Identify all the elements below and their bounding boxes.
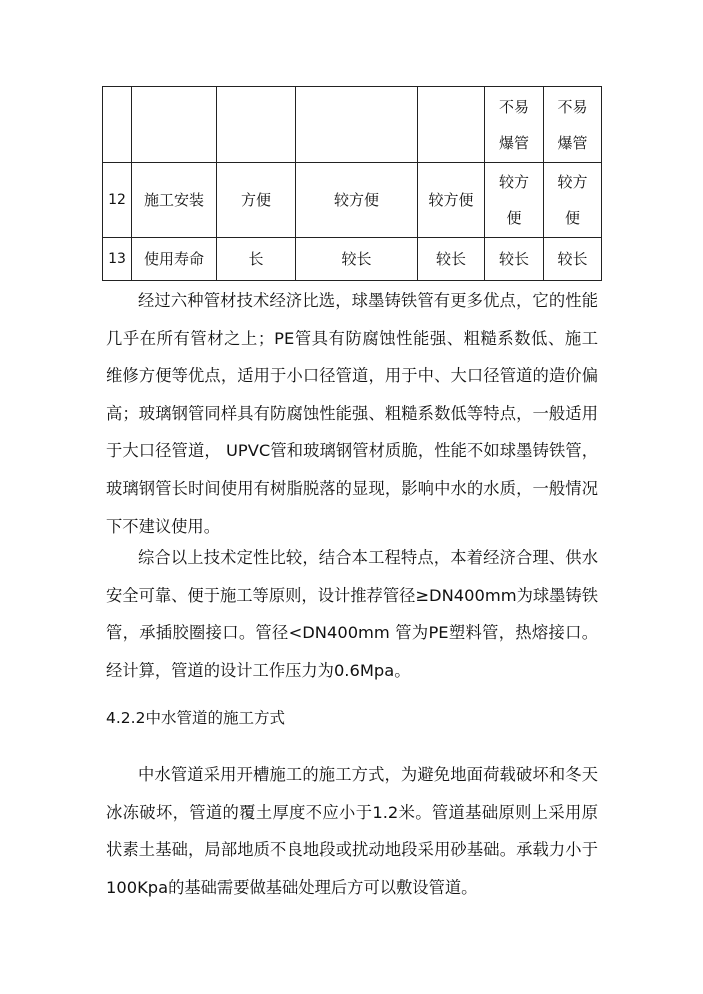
comparison-table [102, 86, 602, 281]
table-cell-num: 12 [103, 163, 132, 238]
table-cell [217, 87, 296, 163]
table-cell [544, 87, 602, 163]
table-cell-text: 不易爆管 [557, 97, 588, 152]
table-cell-name: 施工安装 [132, 163, 217, 238]
paragraph-pipe-comparison: 经过六种管材技术经济比选，球墨铸铁管有更多优点，它的性能几乎在所有管材之上；PE管具有防腐蚀性能强、粗糙系数低、施工维修方便等优点，适用于小口径管道，用于中、大口径管道的造价偏高；玻璃钢管同样具有防腐蚀性能强、粗糙系数低等特点，一般适用于大口径管道， UPVC管和玻璃钢管材质脆，性能不如球墨铸铁管，玻璃钢管长时间使用有树脂脱落的显现，影响中水的水质，一般情况下不建议使用。 [106, 291, 598, 536]
section-heading: 4.2.2中水管道的施工方式 [106, 709, 285, 727]
table-row [103, 238, 602, 281]
table-cell [485, 163, 544, 238]
table-cell [544, 163, 602, 238]
table-row [103, 163, 602, 238]
table-cell: 较长 [296, 238, 418, 281]
table-cell-text: 较方便 [557, 173, 588, 227]
table-cell: 较长 [544, 238, 602, 281]
table-cell-num: 13 [103, 238, 132, 281]
table-cell: 方便 [217, 163, 296, 238]
table-cell: 较方便 [296, 163, 418, 238]
paragraph-construction-method: 中水管道采用开槽施工的施工方式，为避免地面荷载破坏和冬天冰冻破坏，管道的覆土厚度不应小于1.2米。管道基础原则上采用原状素土基础，局部地质不良地段或扰动地段采用砂基础。承载力小于100Kpa的基础需要做基础处理后方可以敷设管道。 [106, 765, 598, 897]
table-row [103, 87, 602, 163]
table-cell [296, 87, 418, 163]
table-cell-name: 使用寿命 [132, 238, 217, 281]
table-cell: 长 [217, 238, 296, 281]
table-cell: 较方便 [418, 163, 485, 238]
table-cell-text: 较方便 [498, 173, 529, 227]
table-cell-name [132, 87, 217, 163]
table-cell: 较长 [418, 238, 485, 281]
paragraph-conclusion: 综合以上技术定性比较，结合本工程特点，本着经济合理、供水安全可靠、便于施工等原则，设计推荐管径≥DN400mm为球墨铸铁管，承插胶圈接口。管径<DN400mm 管为PE塑料管，热熔接口。经计算，管道的设计工作压力为0.6Mpa。 [106, 548, 598, 680]
table-cell: 较长 [485, 238, 544, 281]
table-cell-text: 不易爆管 [498, 97, 529, 152]
table-cell [418, 87, 485, 163]
table-cell [485, 87, 544, 163]
table-cell-num [103, 87, 132, 163]
